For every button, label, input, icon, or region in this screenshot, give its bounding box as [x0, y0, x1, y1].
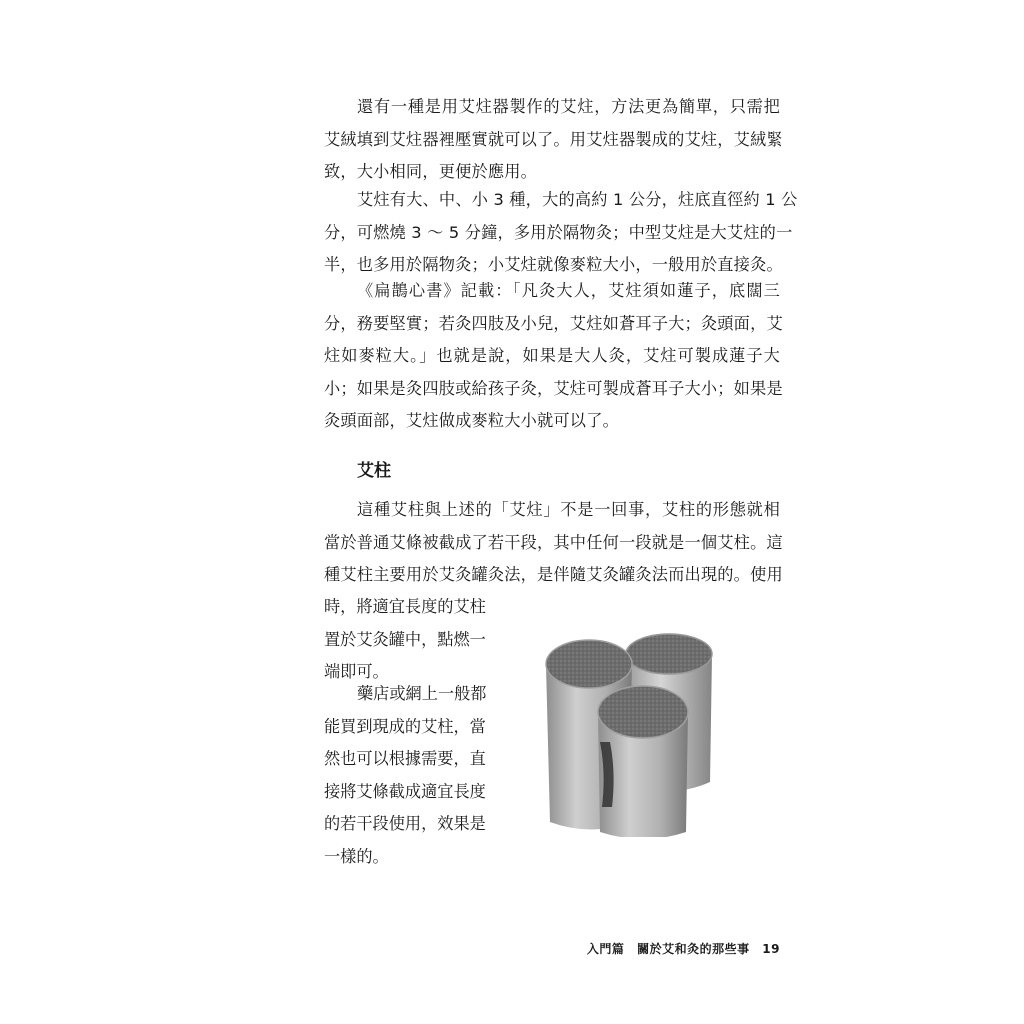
text-line: 藥店或網上一般都	[357, 684, 487, 703]
paragraph-2	[324, 184, 798, 282]
text-line: 接將艾條截成適宜長度	[324, 781, 486, 801]
text-line: 這種艾柱與上述的「艾炷」不是一回事，艾柱的形態就相	[357, 500, 780, 519]
text-line: 能買到現成的艾柱，當	[324, 716, 486, 736]
text-line: 的若干段使用，效果是	[324, 814, 486, 833]
text-line: 一樣的。	[324, 846, 389, 866]
paragraph-3	[324, 275, 783, 438]
text-line: 《扁鵲心書》記載：「凡灸大人，艾炷須如蓮子，底闊三	[357, 281, 780, 300]
pillar-front	[598, 686, 688, 837]
paragraph-4-continued	[324, 591, 492, 689]
section-heading: 艾柱	[357, 461, 391, 481]
page-number: 19	[762, 942, 780, 956]
text-line: 小；如果是灸四肢或給孩子灸，艾炷可製成蒼耳子大小；如果是	[324, 378, 783, 398]
text-line: 還有一種是用艾炷器製作的艾炷，方法更為簡單，只需把	[357, 97, 780, 116]
moxa-pillars-photo	[540, 632, 780, 837]
text-line: 端即可。	[324, 662, 389, 681]
text-line: 灸頭面部，艾炷做成麥粒大小就可以了。	[324, 411, 619, 430]
text-line: 分，可燃燒 3 ～ 5 分鐘，多用於隔物灸；中型艾炷是大艾炷的一	[324, 222, 793, 242]
text-line: 當於普通艾條被截成了若干段，其中任何一段就是一個艾柱。這	[324, 532, 783, 552]
footer-section: 入門篇	[586, 942, 625, 956]
footer-chapter: 關於艾和灸的那些事	[637, 942, 750, 956]
text-line: 艾絨填到艾炷器裡壓實就可以了。用艾炷器製成的艾炷，艾絨緊	[324, 129, 783, 149]
text-line: 艾炷有大、中、小 3 種，大的高約 1 公分，炷底直徑約 1 公	[357, 190, 798, 209]
text-line: 然也可以根據需要，直	[324, 749, 486, 768]
text-line: 半，也多用於隔物灸；小艾炷就像麥粒大小，一般用於直接灸。	[324, 255, 783, 274]
text-line: 致，大小相同，更便於應用。	[324, 162, 538, 181]
paragraph-5	[324, 678, 492, 873]
text-line: 炷如麥粒大。」也就是說，如果是大人灸，艾炷可製成蓮子大	[324, 346, 780, 365]
text-line: 分，務要堅實；若灸四肢及小兒，艾炷如蒼耳子大；灸頭面，艾	[324, 313, 783, 333]
text-line: 時，將適宜長度的艾柱	[324, 597, 486, 616]
paragraph-1	[324, 91, 783, 189]
text-line: 置於艾灸罐中，點燃一	[324, 629, 486, 649]
page-footer	[579, 940, 780, 957]
text-line: 種艾柱主要用於艾灸罐灸法，是伴隨艾灸罐灸法而出現的。使用	[324, 565, 783, 584]
paragraph-4	[324, 494, 783, 592]
